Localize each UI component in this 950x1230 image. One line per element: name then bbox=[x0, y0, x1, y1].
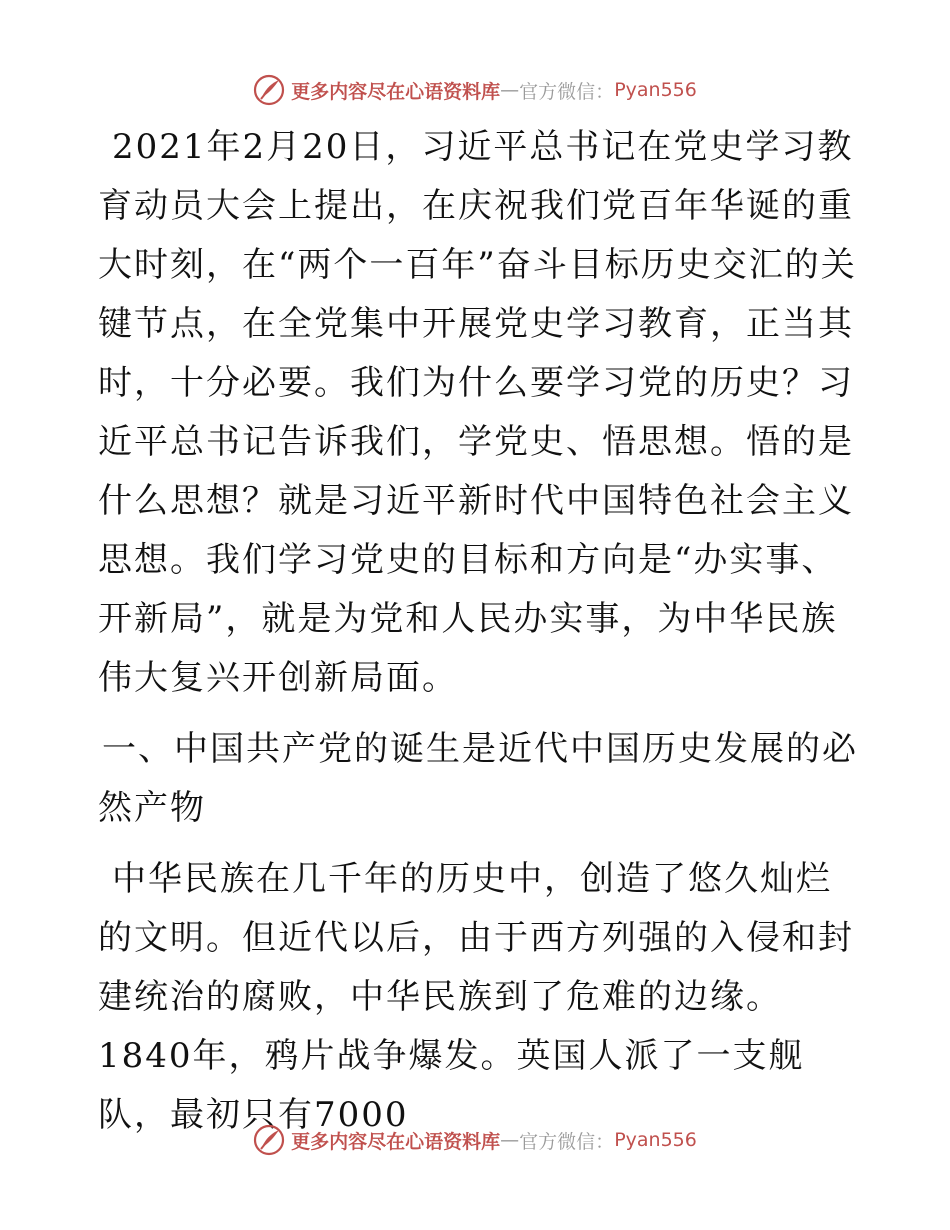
section-heading: 一、中国共产党的诞生是近代中国历史发展的必然产物 bbox=[98, 729, 858, 828]
footer-watermark bbox=[0, 1122, 950, 1158]
watermark-text: 更多内容尽在心语资料库 bbox=[291, 80, 501, 103]
quill-logo-icon bbox=[253, 74, 285, 106]
watermark-wechat-id: Pyan556 bbox=[614, 79, 697, 101]
body-paragraph: 2021年2月20日，习近平总书记在党史学习教育动员大会上提出，在庆祝我们党百年华诞的重大时刻，在“两个一百年”奋斗目标历史交汇的关键节点，在全党集中开展党史学习教育，正当其时，十分必要。我们为什么要学习党的历史？习近平总书记告诉我们，学党史、悟思想。悟的是什么思想？就是习近平新时代中国特色社会主义思想。我们学习党史的目标和方向是“办实事、开新局”，就是为党和人民办实事，为中华民族伟大复兴开创新局面。 bbox=[98, 127, 857, 698]
watermark-wechat-label: 官方微信： bbox=[519, 80, 615, 103]
watermark-wechat-label: 官方微信： bbox=[519, 1130, 615, 1153]
body-paragraph: 中华民族在几千年的历史中，创造了悠久灿烂的文明。但近代以后，由于西方列强的入侵和封建统治的腐败，中华民族到了危难的边缘。1840年，鸦片战争爆发。英国人派了一支舰队，最初只有7000 bbox=[98, 859, 854, 1135]
header-watermark bbox=[0, 72, 950, 108]
document-body bbox=[98, 118, 858, 1145]
watermark-wechat-id: Pyan556 bbox=[614, 1129, 697, 1151]
quill-logo-icon bbox=[253, 1124, 285, 1156]
watermark-dash: — bbox=[500, 1129, 520, 1151]
watermark-text: 更多内容尽在心语资料库 bbox=[291, 1130, 501, 1153]
watermark-dash: — bbox=[500, 79, 520, 101]
